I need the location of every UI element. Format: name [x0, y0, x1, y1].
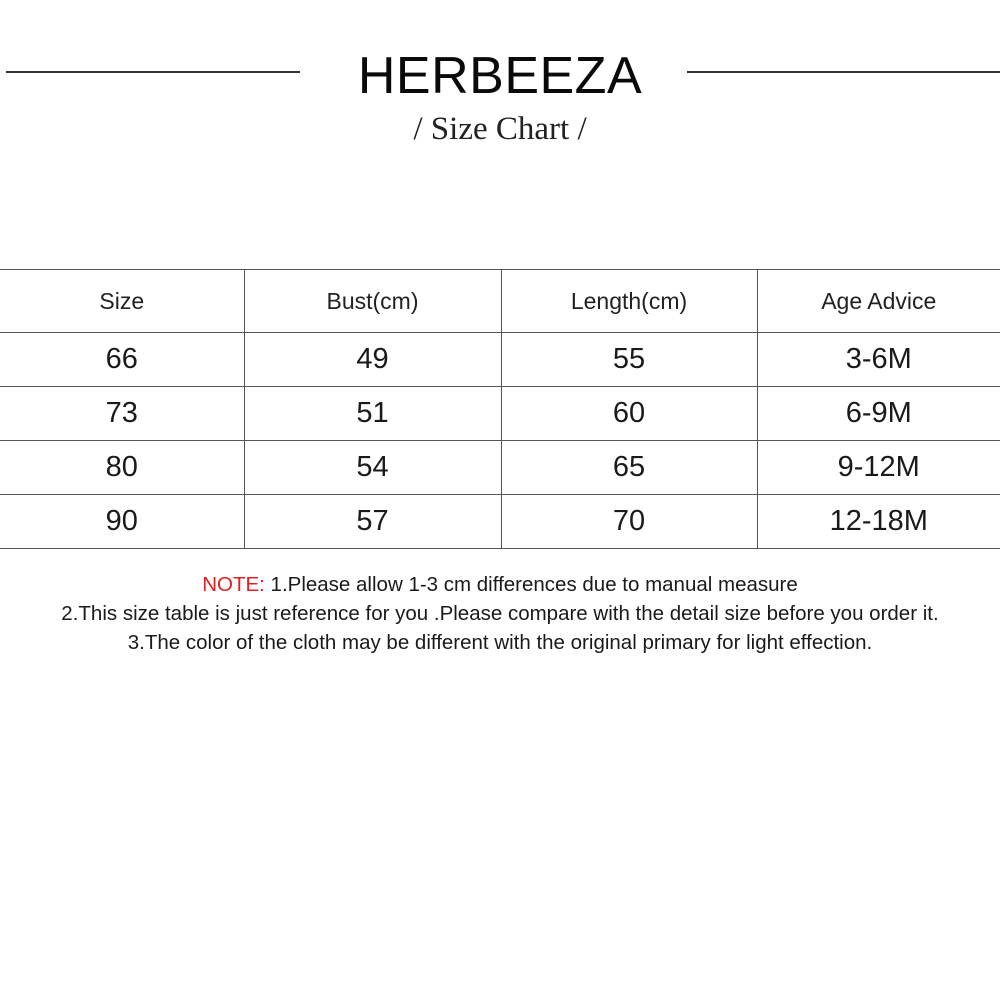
table-row [0, 495, 1000, 549]
bust-cell: 54 [244, 441, 501, 495]
note-line-3: 3.The color of the cloth may be different with the original primary for light effection. [127, 631, 873, 654]
brand-title: HERBEEZA [357, 47, 643, 105]
length-cell: 70 [501, 495, 757, 549]
size-cell: 73 [0, 387, 244, 441]
length-cell: 60 [501, 387, 757, 441]
bust-cell: 57 [244, 495, 501, 549]
size-cell: 80 [0, 441, 244, 495]
column-header-age-advice: Age Advice [757, 270, 1000, 333]
bust-cell: 51 [244, 387, 501, 441]
note-line-1 [0, 570, 1000, 599]
table-row [0, 333, 1000, 387]
size-table [0, 269, 1000, 549]
table-header-row [0, 270, 1000, 333]
length-cell: 65 [501, 441, 757, 495]
size-cell: 90 [0, 495, 244, 549]
note-label: NOTE: [202, 573, 265, 596]
age-advice-cell: 9-12M [757, 441, 1000, 495]
age-advice-cell: 12-18M [757, 495, 1000, 549]
column-header-size: Size [0, 270, 244, 333]
age-advice-cell: 3-6M [757, 333, 1000, 387]
size-cell: 66 [0, 333, 244, 387]
size-chart-subtitle: / Size Chart / [413, 111, 587, 147]
column-header-bust: Bust(cm) [244, 270, 501, 333]
table-row [0, 441, 1000, 495]
age-advice-cell: 6-9M [757, 387, 1000, 441]
bust-cell: 49 [244, 333, 501, 387]
table-row [0, 387, 1000, 441]
note-text-1: 1.Please allow 1-3 cm differences due to manual measure [264, 573, 798, 596]
length-cell: 55 [501, 333, 757, 387]
column-header-length: Length(cm) [501, 270, 757, 333]
note-line-2: 2.This size table is just reference for you .Please compare with the detail size before you order it. [61, 602, 939, 625]
notes-block [0, 570, 1000, 657]
